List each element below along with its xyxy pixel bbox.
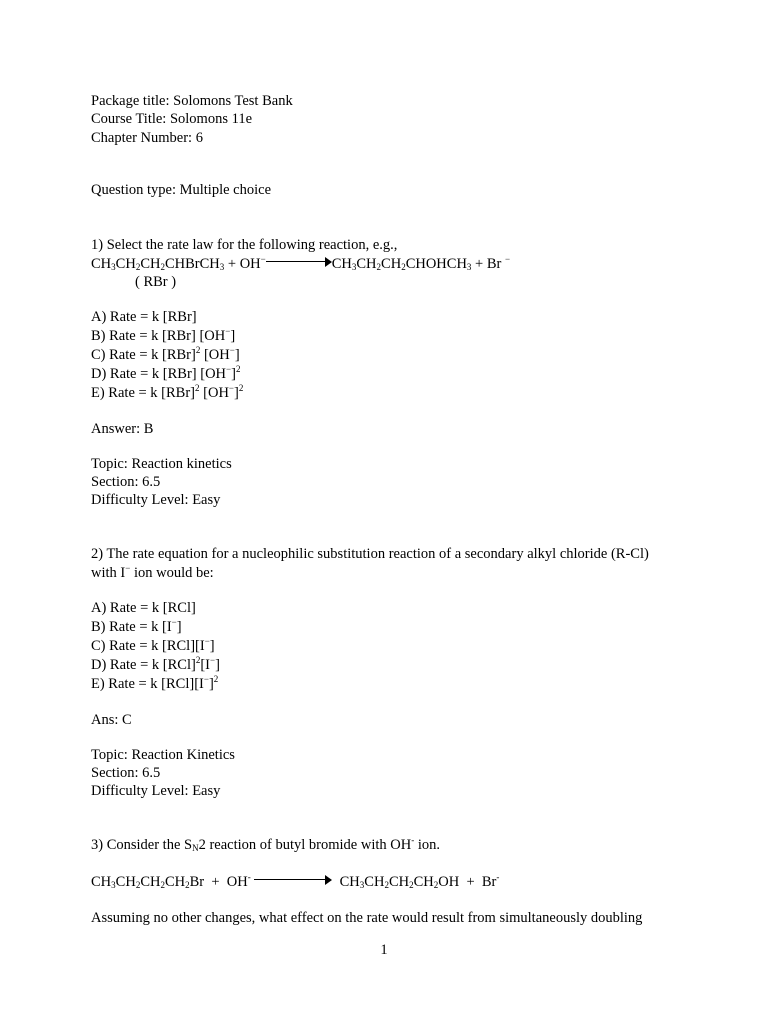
q2-topic: Topic: Reaction Kinetics — [91, 747, 235, 763]
q3-reactant: $CH_3CH_2CH_2CH_2Br + OH^-$ — [91, 872, 251, 890]
q3-reaction — [91, 873, 499, 891]
q2-option-c: C) Rate = k [RCl][I−] — [91, 636, 215, 654]
q2-option-a: A) Rate = k [RCl] — [91, 600, 196, 616]
q1-option-d: D) Rate = k [RBr] $[OH^-]^2$ — [91, 364, 241, 382]
q1-option-c: C) Rate = k [RBr]$^2$ [OH−] — [91, 345, 240, 363]
q2-option-b: B) Rate = k [I−] — [91, 617, 182, 635]
q2-section: Section: 6.5 — [91, 765, 161, 781]
q2-prompt-line1: 2) The rate equation for a nucleophilic substitution reaction of a secondary alkyl chloride (R-Cl) — [91, 546, 649, 562]
q2-difficulty: Difficulty Level: Easy — [91, 783, 221, 799]
q1-topic: Topic: Reaction kinetics — [91, 456, 232, 472]
package-title: Package title: Solomons Test Bank — [91, 93, 293, 109]
q3-product: $CH_3CH_2CH_2CH_2OH + Br^-$ — [339, 872, 500, 890]
q1-reaction — [91, 255, 510, 273]
q1-reaction-note: ( RBr ) — [135, 274, 177, 290]
q1-option-e: E) Rate = k [RBr]$^2$ $[OH^-]^2$ — [91, 383, 244, 401]
q1-prompt: 1) Select the rate law for the following reaction, e.g., — [91, 237, 398, 253]
q1-product: $CH_3CH_2CH_2CHOHCH_3 + Br$ − — [331, 254, 511, 272]
q1-option-b: B) Rate = k [RBr] [OH−] — [91, 326, 236, 344]
q1-answer: Answer: B — [91, 421, 154, 437]
reaction-arrow-icon — [254, 875, 332, 885]
q1-section: Section: 6.5 — [91, 474, 161, 490]
q2-answer: Ans: C — [91, 712, 132, 728]
page-number: 1 — [380, 942, 388, 958]
chapter-number: Chapter Number: 6 — [91, 130, 203, 146]
reaction-arrow-icon — [266, 257, 332, 267]
q3-prompt: 3) Consider the $S_N2$ reaction of butyl bromide with OH- ion. — [91, 835, 440, 853]
q3-continuation: Assuming no other changes, what effect on the rate would result from simultaneously doubling — [91, 910, 643, 926]
q2-option-e: E) Rate = k $[RCl][I^-]^2$ — [91, 674, 219, 692]
q2-option-d: D) Rate = k [RCl]$^2$[I−] — [91, 655, 220, 673]
course-title: Course Title: Solomons 11e — [91, 111, 253, 127]
question-type: Question type: Multiple choice — [91, 182, 272, 198]
q1-reactant: $CH_3CH_2CH_2CHBrCH_3 + OH^-$ — [91, 254, 266, 272]
q1-option-a: A) Rate = k [RBr] — [91, 309, 197, 325]
q2-prompt-line2: with I− ion would be: — [91, 563, 214, 581]
q1-difficulty: Difficulty Level: Easy — [91, 492, 221, 508]
